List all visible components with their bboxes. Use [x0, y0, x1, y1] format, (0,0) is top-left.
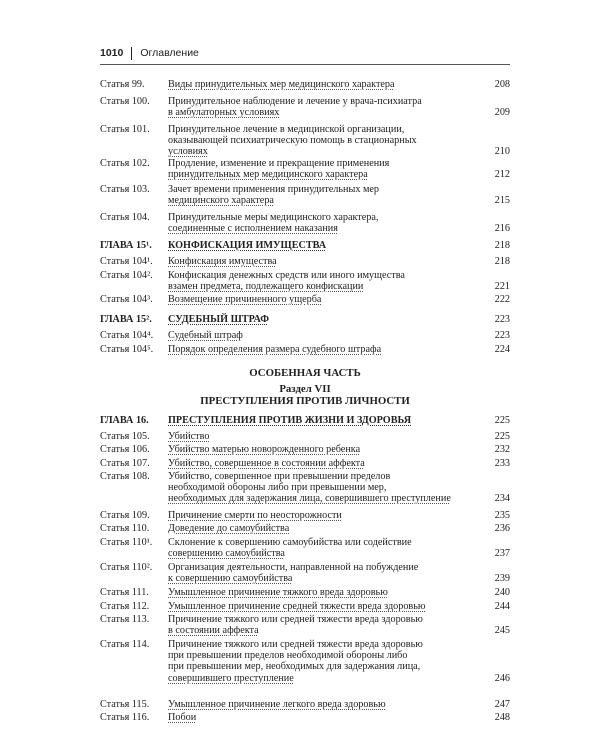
toc-entry-title-line: необходимой обороны либо при превышении мер, — [168, 482, 387, 494]
toc-entry-title-line: Судебный штраф — [168, 330, 243, 341]
toc-entry-title-line: Умышленное причинение легкого вреда здоровью — [168, 699, 386, 710]
toc-entry-title-line: совершившего преступление — [168, 672, 294, 684]
toc-entry-label: ГЛАВА 15². — [100, 314, 152, 325]
toc-entry-title — [168, 510, 476, 521]
toc-entry-title — [168, 158, 476, 180]
toc-entry-title-line: Конфискация денежных средств или иного имущества — [168, 270, 405, 281]
toc-entry-label: Статья 102. — [100, 158, 150, 169]
part-title: ОСОБЕННАЯ ЧАСТЬ — [249, 367, 361, 379]
toc-entry-page-number: 232 — [494, 443, 510, 455]
toc-entry-title-line: Умышленное причинение тяжкого вреда здоровью — [168, 587, 388, 598]
toc-chapter-entry[interactable] — [100, 314, 510, 325]
toc-entry-title — [168, 314, 476, 325]
toc-entry-title-line: Склонение к совершению самоубийства или содействие — [168, 537, 412, 548]
toc-entry-title — [168, 712, 476, 723]
toc-entry-label: Статья 104¹. — [100, 256, 153, 267]
page-number: 1010 — [100, 47, 124, 59]
toc-entry-title-line: соединенные с исполнением наказания — [168, 223, 338, 235]
toc-entry-title — [168, 240, 476, 251]
toc-entry-label: Статья 114. — [100, 639, 150, 650]
toc-entry[interactable] — [100, 294, 510, 305]
toc-entry-title-line: совершению самоубийства — [168, 548, 285, 560]
toc-entry-page-number: 247 — [494, 698, 510, 710]
toc-entry-title-line: Доведение до самоубийства — [168, 523, 290, 534]
toc-entry-page-number: 236 — [494, 522, 510, 534]
toc-entry-title-line: Конфискация имущества — [168, 256, 277, 267]
toc-entry[interactable] — [100, 330, 510, 341]
toc-entry-title-line: необходимых для задержания лица, совершившего преступление — [168, 493, 451, 505]
toc-entry-page-number: 234 — [494, 493, 510, 505]
toc-entry-title — [168, 699, 476, 710]
toc-chapter-entry[interactable] — [100, 240, 510, 251]
toc-entry-title — [168, 639, 476, 684]
section-title: ПРЕСТУПЛЕНИЯ ПРОТИВ ЛИЧНОСТИ — [200, 395, 410, 407]
toc-entry-label: Статья 105. — [100, 431, 150, 442]
toc-entry-title-line: Принудительные меры медицинского характера, — [168, 212, 379, 223]
toc-entry-label: Статья 101. — [100, 124, 150, 135]
toc-entry-title-line: Организация деятельности, направленной на побуждение — [168, 562, 419, 573]
toc-entry-title — [168, 415, 476, 426]
toc-entry-title-line: при превышении пределов необходимой обороны либо — [168, 650, 408, 662]
toc-entry[interactable] — [100, 510, 510, 521]
toc-entry-label: ГЛАВА 16. — [100, 415, 149, 426]
header-rule — [100, 64, 510, 65]
toc-entry-title — [168, 587, 476, 598]
toc-entry-label: Статья 116. — [100, 712, 150, 723]
toc-entry-title-line: Побои — [168, 712, 197, 723]
toc-entry-title-line: к совершению самоубийства — [168, 573, 293, 585]
toc-entry-page-number: 240 — [494, 586, 510, 598]
header-divider — [131, 47, 132, 60]
toc-entry-page-number: 223 — [494, 313, 510, 325]
toc-entry-label: Статья 112. — [100, 601, 150, 612]
toc-entry-title — [168, 344, 476, 355]
toc-entry-label: Статья 113. — [100, 614, 150, 625]
toc-entry-title-line: Причинение тяжкого или средней тяжести вреда здоровью — [168, 639, 423, 650]
toc-entry-label: Статья 99. — [100, 79, 145, 90]
toc-entry[interactable] — [100, 587, 510, 598]
toc-entry-title-line: СУДЕБНЫЙ ШТРАФ — [168, 314, 269, 325]
toc-entry-page-number: 239 — [494, 573, 510, 585]
toc-entry-title — [168, 256, 476, 267]
toc-entry-title-line: Причинение тяжкого или средней тяжести вреда здоровью — [168, 614, 423, 625]
toc-entry[interactable] — [100, 158, 510, 180]
toc-entry-title — [168, 444, 476, 455]
toc-chapter-entry[interactable] — [100, 415, 510, 426]
toc-entry-label: Статья 100. — [100, 96, 150, 107]
toc-entry-label: Статья 115. — [100, 699, 150, 710]
toc-entry-title-line: Возмещение причиненного ущерба — [168, 294, 322, 305]
toc-entry-page-number: 218 — [494, 255, 510, 267]
toc-entry-label: Статья 110¹. — [100, 537, 153, 548]
toc-entry-title — [168, 537, 476, 559]
toc-entry-label: Статья 104². — [100, 270, 153, 281]
toc-entry[interactable] — [100, 212, 510, 234]
toc-entry[interactable] — [100, 639, 510, 684]
toc-entry-page-number: 208 — [494, 78, 510, 90]
toc-entry[interactable] — [100, 458, 510, 469]
toc-entry-label: Статья 106. — [100, 444, 150, 455]
toc-entry-title — [168, 431, 476, 442]
toc-entry-label: Статья 111. — [100, 587, 149, 598]
toc-entry-title-line: оказывающей психиатрическую помощь в стационарных — [168, 135, 417, 147]
toc-entry-title — [168, 523, 476, 534]
toc-entry-title — [168, 79, 476, 90]
running-title: Оглавление — [140, 47, 199, 59]
toc-entry-label: Статья 110. — [100, 523, 150, 534]
toc-entry[interactable] — [100, 523, 510, 534]
toc-entry-label: Статья 104. — [100, 212, 150, 223]
toc-entry-page-number: 225 — [494, 430, 510, 442]
toc-entry-page-number: 223 — [494, 329, 510, 341]
toc-entry-page-number: 235 — [494, 509, 510, 521]
toc-entry-title-line: взамен предмета, подлежащего конфискации — [168, 281, 364, 293]
toc-entry[interactable] — [100, 96, 510, 118]
toc-entry-title — [168, 96, 476, 118]
toc-entry[interactable] — [100, 699, 510, 710]
toc-entry-title-line: Продление, изменение и прекращение применения — [168, 158, 390, 169]
toc-entry-title-line: Виды принудительных мер медицинского характера — [168, 79, 395, 90]
toc-entry-page-number: 224 — [494, 343, 510, 355]
toc-entry-label: Статья 107. — [100, 458, 150, 469]
toc-entry-title-line: Принудительное наблюдение и лечение у врача-психиатра — [168, 96, 422, 107]
toc-entry-page-number: 244 — [494, 600, 510, 612]
toc-entry-label: Статья 109. — [100, 510, 150, 521]
toc-entry-label: ГЛАВА 15¹. — [100, 240, 152, 251]
toc-entry-title-line: Убийство, совершенное при превышении пределов — [168, 471, 391, 482]
toc-entry-title-line: Умышленное причинение средней тяжести вреда здоровью — [168, 601, 426, 612]
toc-entry-page-number: 216 — [494, 223, 510, 235]
toc-entry-title — [168, 562, 476, 584]
toc-entry-label: Статья 103. — [100, 184, 150, 195]
toc-entry-title-line: Убийство — [168, 431, 210, 442]
toc-entry-title-line: при превышении мер, необходимых для задержания лица, — [168, 661, 421, 673]
toc-entry-title-line: условиях — [168, 146, 208, 158]
toc-entry[interactable] — [100, 444, 510, 455]
toc-entry-title — [168, 601, 476, 612]
toc-entry-title-line: Причинение смерти по неосторожности — [168, 510, 342, 521]
toc-entry[interactable] — [100, 344, 510, 355]
toc-entry-title — [168, 471, 476, 505]
toc-entry-title-line: Убийство, совершенное в состоянии аффекта — [168, 458, 365, 469]
toc-entry-title-line: в амбулаторных условиях — [168, 107, 280, 119]
toc-entry-page-number: 221 — [494, 281, 510, 293]
toc-entry[interactable] — [100, 270, 510, 292]
toc-entry-page-number: 246 — [494, 672, 510, 684]
toc-entry-title-line: Принудительное лечение в медицинской организации, — [168, 124, 405, 135]
toc-entry-title — [168, 330, 476, 341]
toc-entry-page-number: 212 — [494, 169, 510, 181]
toc-entry-label: Статья 108. — [100, 471, 150, 482]
toc-entry-title — [168, 270, 476, 292]
toc-entry[interactable] — [100, 256, 510, 267]
toc-entry-label: Статья 104⁵. — [100, 344, 154, 355]
toc-entry-label: Статья 110². — [100, 562, 153, 573]
toc-entry-label: Статья 104³. — [100, 294, 153, 305]
toc-entry[interactable] — [100, 431, 510, 442]
toc-entry-title-line: Убийство матерью новорожденного ребенка — [168, 444, 361, 455]
toc-entry-title — [168, 458, 476, 469]
toc-entry-title-line: принудительных мер медицинского характера — [168, 169, 368, 181]
toc-entry-label: Статья 104⁴. — [100, 330, 154, 341]
toc-entry-title — [168, 124, 476, 158]
toc-entry[interactable] — [100, 614, 510, 636]
toc-entry-title — [168, 184, 476, 206]
toc-entry[interactable] — [100, 601, 510, 612]
toc-entry-title-line: Зачет времени применения принудительных мер — [168, 184, 380, 195]
toc-entry-page-number: 218 — [494, 239, 510, 251]
toc-entry-title-line: ПРЕСТУПЛЕНИЯ ПРОТИВ ЖИЗНИ И ЗДОРОВЬЯ — [168, 415, 412, 426]
toc-entry[interactable] — [100, 184, 510, 206]
toc-entry-title — [168, 614, 476, 636]
toc-entry-title-line: медицинского характера — [168, 195, 274, 207]
toc-entry-page-number: 233 — [494, 457, 510, 469]
toc-entry[interactable] — [100, 79, 510, 90]
toc-entry-page-number: 210 — [494, 146, 510, 158]
toc-entry-title-line: Порядок определения размера судебного штрафа — [168, 344, 382, 355]
toc-entry-page-number: 248 — [494, 711, 510, 723]
toc-entry-page-number: 209 — [494, 107, 510, 119]
toc-entry-title-line: в состоянии аффекта — [168, 625, 259, 637]
toc-entry[interactable] — [100, 537, 510, 559]
toc-entry-page-number: 245 — [494, 625, 510, 637]
toc-entry[interactable] — [100, 562, 510, 584]
toc-entry-page-number: 215 — [494, 195, 510, 207]
toc-entry-page-number: 225 — [494, 414, 510, 426]
section-number: Раздел VII — [279, 383, 331, 395]
toc-entry-title — [168, 294, 476, 305]
toc-entry-page-number: 237 — [494, 548, 510, 560]
toc-entry[interactable] — [100, 124, 510, 158]
toc-entry[interactable] — [100, 712, 510, 723]
toc-entry-title-line: КОНФИСКАЦИЯ ИМУЩЕСТВА — [168, 240, 327, 251]
toc-entry-page-number: 222 — [494, 293, 510, 305]
running-header — [100, 46, 199, 60]
toc-entry[interactable] — [100, 471, 510, 505]
toc-entry-title — [168, 212, 476, 234]
